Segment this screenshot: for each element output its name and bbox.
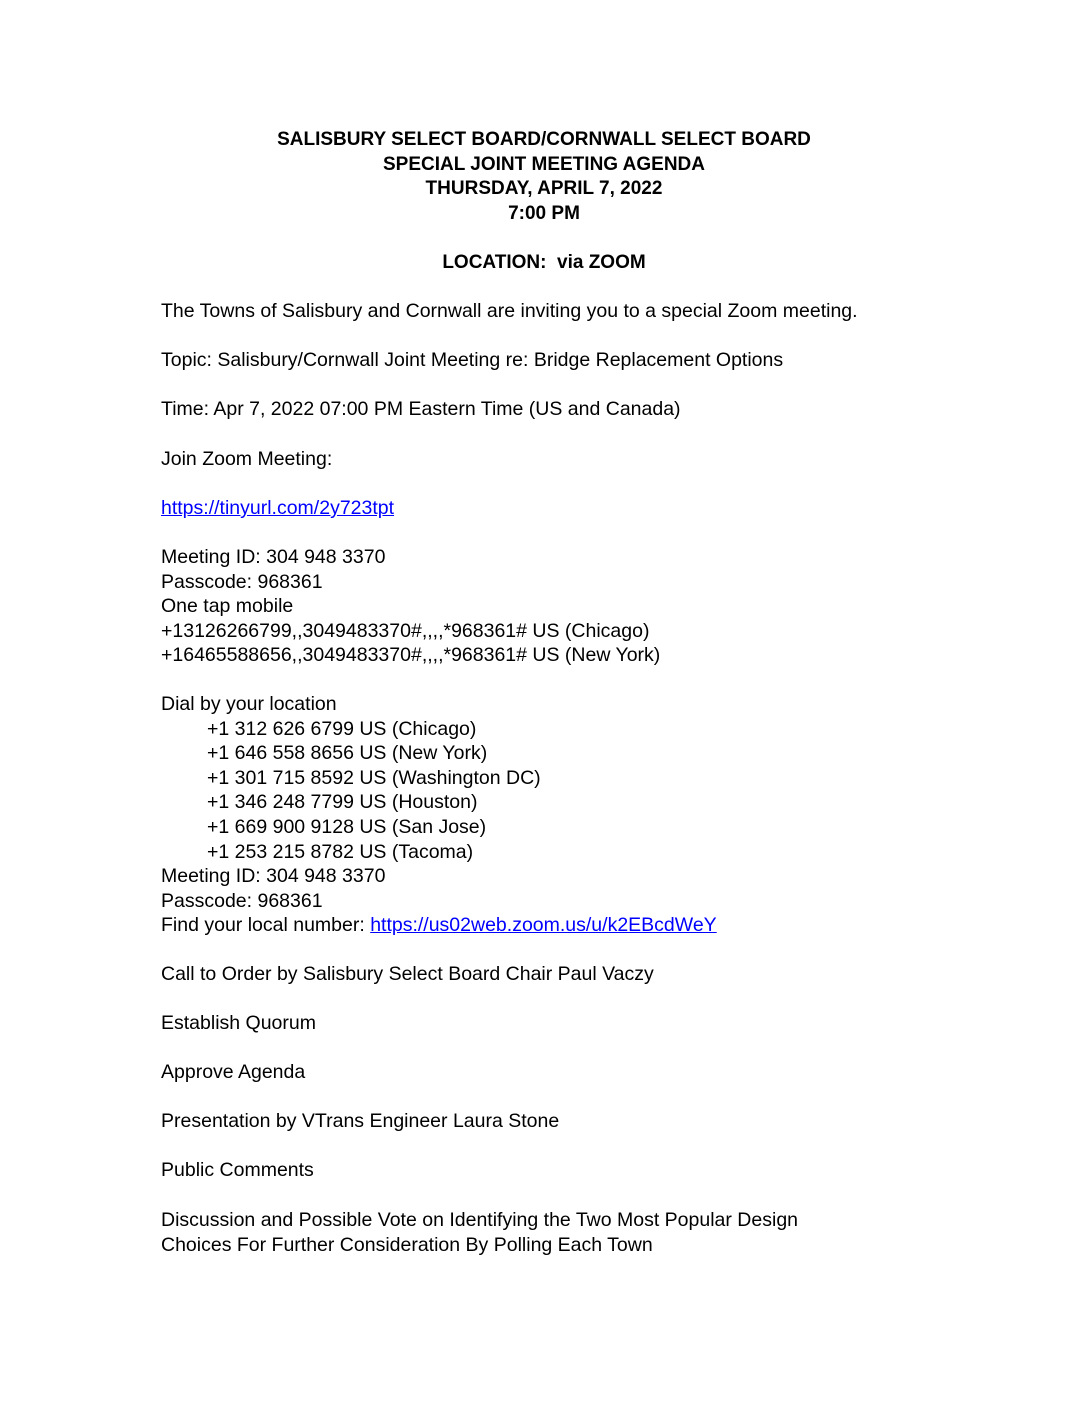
one-tap-chicago: +13126266799,,3049483370#,,,,*968361# US (Chicago) [161, 619, 650, 642]
invite-text: The Towns of Salisbury and Cornwall are inviting you to a special Zoom meeting. [161, 300, 858, 322]
discussion-line-2: Choices For Further Consideration By Polling Each Town [161, 1233, 653, 1256]
header-line-2: SPECIAL JOINT MEETING AGENDA [383, 153, 705, 175]
location-heading: LOCATION: via ZOOM [442, 252, 646, 273]
agenda-item-discussion [161, 1208, 798, 1257]
agenda-item-public-comments: Public Comments [161, 1159, 314, 1181]
dial-number: +1 301 715 8592 US (Washington DC) [207, 766, 541, 789]
join-zoom-link[interactable]: https://tinyurl.com/2y723tpt [161, 497, 395, 519]
dial-passcode: Passcode: 968361 [161, 889, 323, 912]
dial-number: +1 669 900 9128 US (San Jose) [207, 815, 487, 838]
find-local-label: Find your local number: [161, 914, 371, 937]
agenda-item-quorum: Establish Quorum [161, 1012, 316, 1034]
agenda-item-call-to-order: Call to Order by Salisbury Select Board Chair Paul Vaczy [161, 963, 654, 985]
discussion-line-1: Discussion and Possible Vote on Identifying the Two Most Popular Design [161, 1209, 799, 1231]
agenda-item-approve: Approve Agenda [161, 1061, 306, 1083]
dial-label: Dial by your location [161, 693, 337, 715]
header-line-3: THURSDAY, APRIL 7, 2022 [425, 178, 663, 199]
time-text: Time: Apr 7, 2022 07:00 PM Eastern Time (US and Canada) [161, 398, 681, 420]
meeting-id: Meeting ID: 304 948 3370 [161, 546, 386, 568]
topic-text: Topic: Salisbury/Cornwall Joint Meeting re: Bridge Replacement Options [161, 349, 784, 371]
agenda-header [0, 128, 1088, 226]
dial-number: +1 253 215 8782 US (Tacoma) [207, 840, 474, 863]
dial-meeting-id: Meeting ID: 304 948 3370 [161, 865, 386, 888]
passcode: Passcode: 968361 [161, 570, 323, 593]
agenda-item-presentation: Presentation by VTrans Engineer Laura Stone [161, 1110, 560, 1132]
join-link-wrapper [161, 496, 394, 521]
meeting-info-block [161, 545, 660, 668]
header-line-4: 7:00 PM [508, 202, 580, 224]
find-local-number-link[interactable]: https://us02web.zoom.us/u/k2EBcdWeY [370, 914, 717, 937]
header-line-1: SALISBURY SELECT BOARD/CORNWALL SELECT BOARD [277, 129, 811, 150]
dial-block [161, 692, 717, 938]
dial-number: +1 312 626 6799 US (Chicago) [207, 717, 477, 740]
dial-number: +1 346 248 7799 US (Houston) [207, 791, 478, 814]
one-tap-label: One tap mobile [161, 595, 294, 618]
dial-number: +1 646 558 8656 US (New York) [207, 742, 488, 765]
join-label: Join Zoom Meeting: [161, 448, 333, 470]
one-tap-new-york: +16465588656,,3049483370#,,,,*968361# US (New York) [161, 644, 661, 667]
find-local-number [161, 913, 717, 938]
